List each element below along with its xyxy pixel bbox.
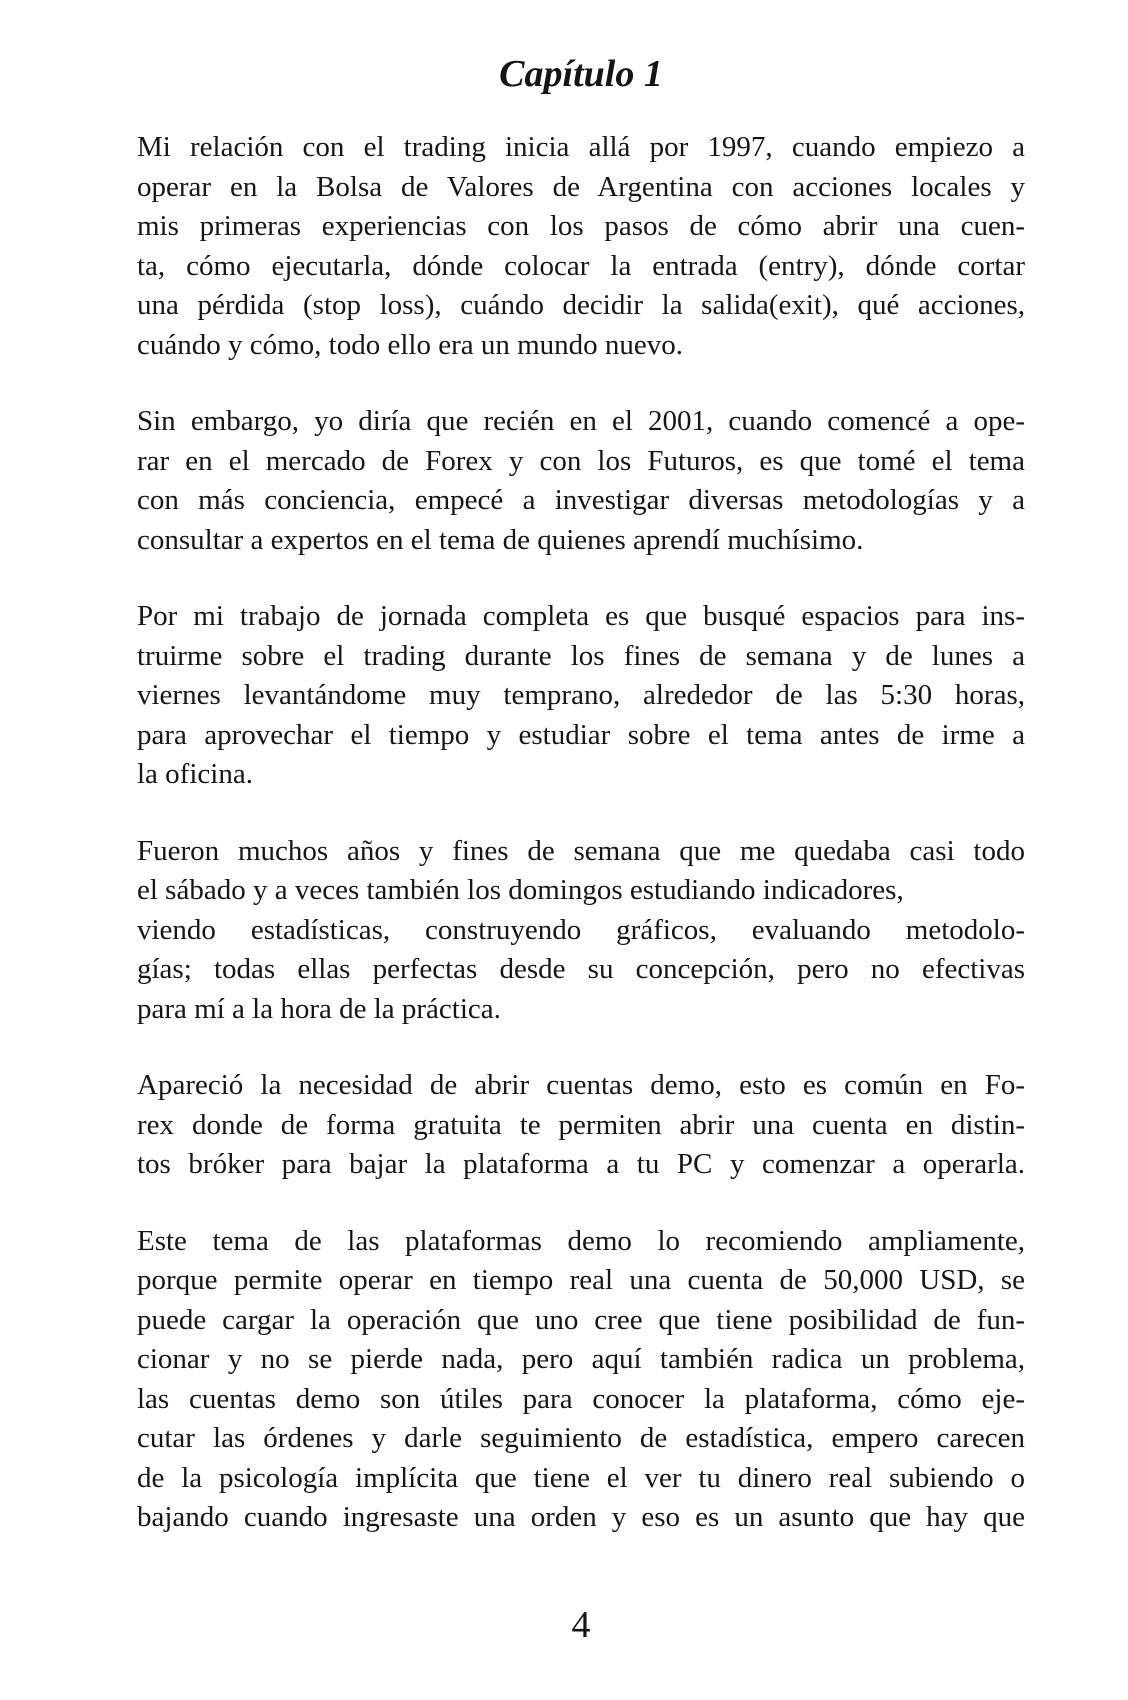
text-line: de la psicología implícita que tiene el ver tu dinero real subiendo o — [137, 1461, 1025, 1494]
text-line: la oficina. — [137, 758, 253, 790]
text-line: Apareció la necesidad de abrir cuentas demo, esto es común en Fo- — [137, 1069, 1025, 1101]
text-line: las cuentas demo son útiles para conocer la plataforma, cómo eje- — [137, 1382, 1025, 1415]
text-line: puede cargar la operación que uno cree que tiene posibilidad de fun- — [137, 1303, 1025, 1336]
chapter-title: Capítulo 1 — [499, 53, 663, 95]
text-line: Este tema de las plataformas demo lo recomiendo ampliamente, — [137, 1224, 1025, 1257]
text-line: Mi relación con el trading inicia allá por 1997, cuando empiezo a — [137, 131, 1025, 163]
text-line: viernes levantándome muy temprano, alrededor de las 5:30 horas, — [137, 679, 1025, 711]
paragraph — [137, 128, 1025, 365]
text-line: operar en la Bolsa de Valores de Argentina con acciones locales y — [137, 170, 1025, 203]
paragraph — [137, 1222, 1025, 1538]
text-line: tos bróker para bajar la plataforma a tu PC y comenzar a operarla. — [137, 1148, 1025, 1180]
text-line: una pérdida (stop loss), cuándo decidir la salida(exit), qué acciones, — [137, 289, 1025, 321]
paragraph — [137, 1066, 1025, 1185]
text-line: Fueron muchos años y fines de semana que me quedaba casi todo — [137, 834, 1025, 867]
text-line: bajando cuando ingresaste una orden y eso es un asunto que hay que — [137, 1501, 1025, 1533]
text-line: porque permite operar en tiempo real una cuenta de 50,000 USD, se — [137, 1264, 1025, 1296]
text-line: viendo estadísticas, construyendo gráficos, evaluando metodolo- — [137, 913, 1025, 946]
text-line: rex donde de forma gratuita te permiten abrir una cuenta en distin- — [137, 1108, 1025, 1141]
text-line: con más conciencia, empecé a investigar diversas metodologías y a — [137, 484, 1025, 516]
paragraph — [137, 402, 1025, 560]
paragraph — [137, 832, 1025, 1030]
text-line: cionar y no se pierde nada, pero aquí también radica un problema, — [137, 1343, 1025, 1375]
text-line: cuándo y cómo, todo ello era un mundo nuevo. — [137, 328, 684, 361]
paragraph — [137, 597, 1025, 795]
text-line: consultar a expertos en el tema de quienes aprendí muchísimo. — [137, 523, 864, 556]
body-text-block — [137, 128, 1025, 1538]
text-line: truirme sobre el trading durante los fines de semana y de lunes a — [137, 639, 1025, 672]
text-line: cutar las órdenes y darle seguimiento de estadística, empero carecen — [137, 1422, 1025, 1454]
text-line: el sábado y a veces también los domingos estudiando indicadores, — [137, 874, 904, 906]
text-line: Por mi trabajo de jornada completa es que busqué espacios para ins- — [137, 600, 1025, 632]
text-line: gías; todas ellas perfectas desde su concepción, pero no efectivas — [137, 953, 1025, 985]
text-line: para mí a la hora de la práctica. — [137, 992, 501, 1025]
text-line: mis primeras experiencias con los pasos de cómo abrir una cuen- — [137, 210, 1025, 242]
text-line: rar en el mercado de Forex y con los Futuros, es que tomé el tema — [137, 444, 1025, 477]
text-line: para aprovechar el tiempo y estudiar sobre el tema antes de irme a — [137, 718, 1025, 751]
text-line: ta, cómo ejecutarla, dónde colocar la entrada (entry), dónde cortar — [137, 249, 1025, 282]
page-number: 4 — [571, 1604, 591, 1646]
text-line: Sin embargo, yo diría que recién en el 2001, cuando comencé a ope- — [137, 405, 1025, 437]
